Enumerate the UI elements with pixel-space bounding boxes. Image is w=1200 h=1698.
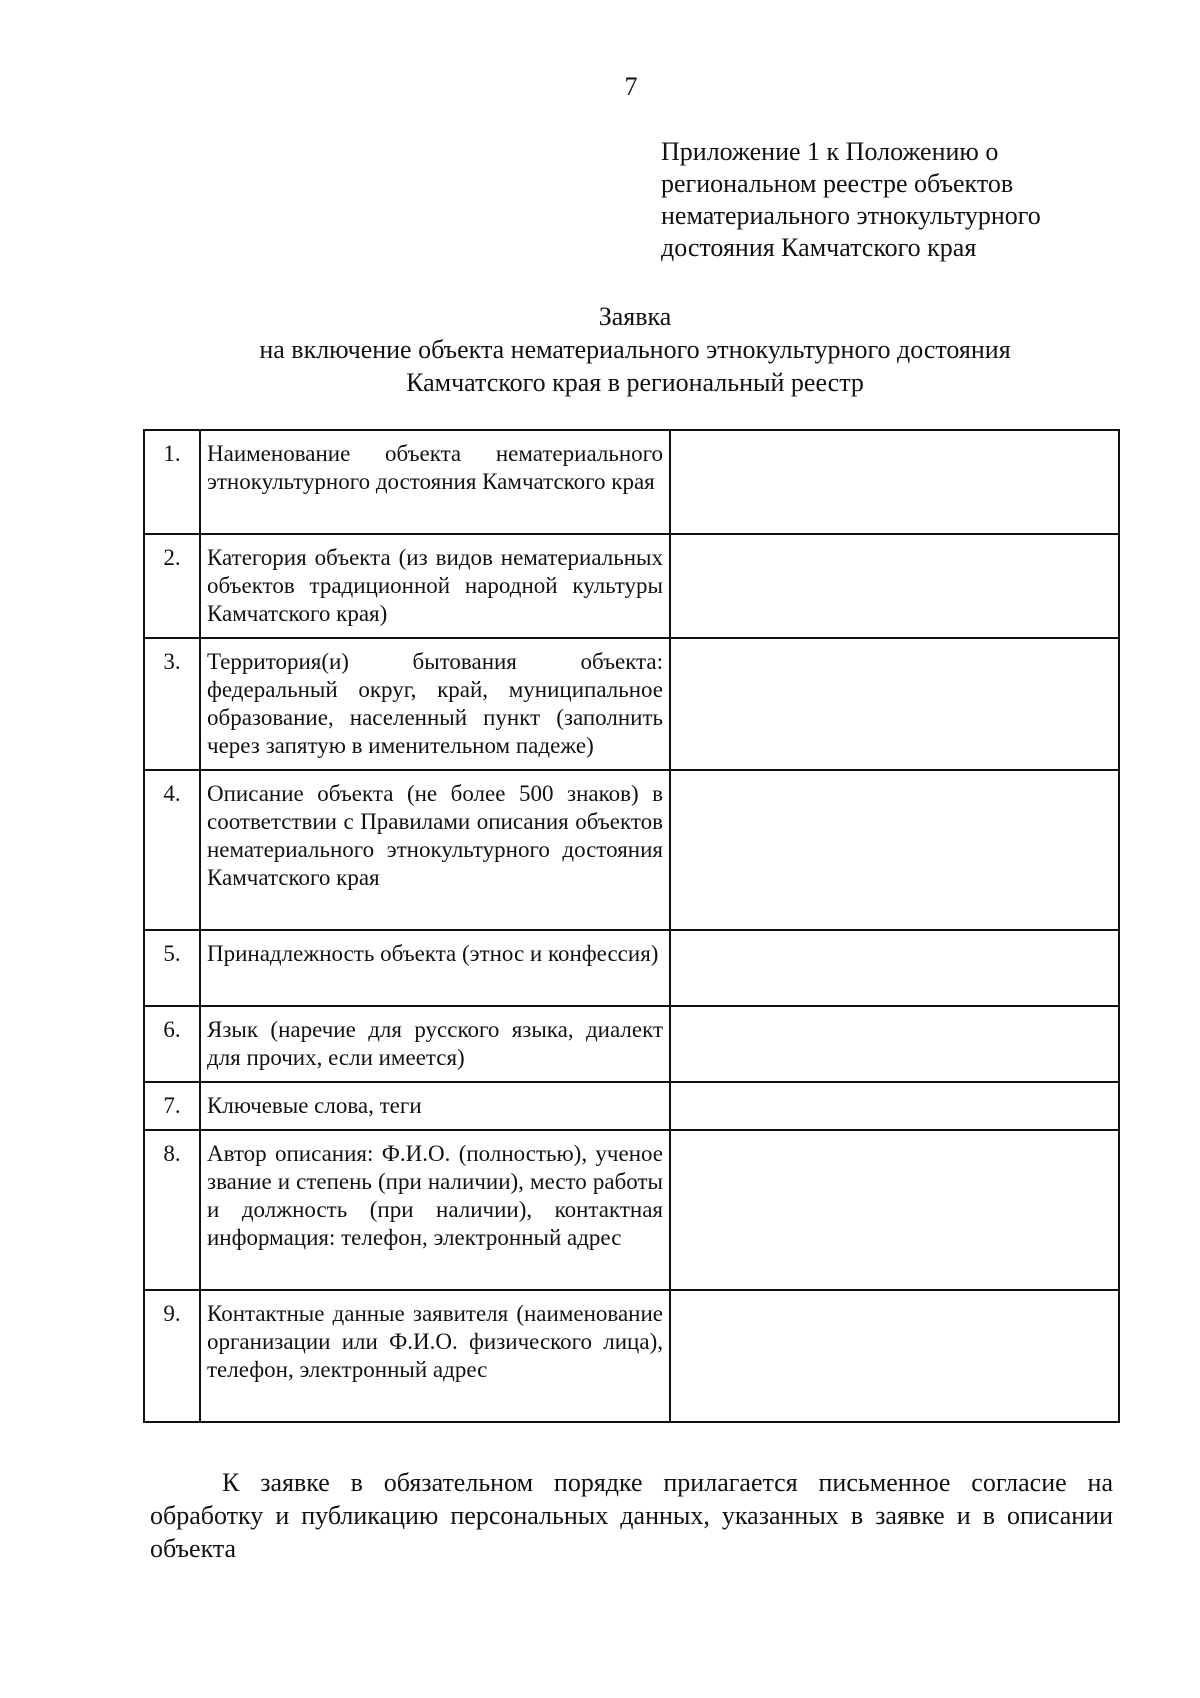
row-value-cell[interactable] (670, 1006, 1119, 1082)
appendix-reference (661, 136, 1121, 264)
row-number: 1. (144, 430, 200, 534)
row-value-cell[interactable] (670, 1290, 1119, 1422)
row-label: Контактные данные заявителя (наименование организации или Ф.И.О. физического лица), телефон, электронный адрес (200, 1290, 670, 1422)
title-line: Камчатского края в региональный реестр (406, 368, 864, 397)
page-number: 7 (624, 72, 638, 101)
consent-note: К заявке в обязательном порядке прилагается письменное согласие на обработку и публикацию персональных данных, указанных в заявке и в описании объекта (150, 1468, 1113, 1563)
row-number: 3. (144, 638, 200, 770)
row-number: 4. (144, 770, 200, 930)
appendix-line: достояния Камчатского края (661, 233, 977, 262)
row-label: Описание объекта (не более 500 знаков) в соответствии с Правилами описания объектов нематериального этнокультурного достояния Камчатского края (200, 770, 670, 930)
table-row (144, 930, 1119, 1006)
appendix-line: Приложение 1 к Положению о (661, 137, 999, 166)
table-row (144, 1290, 1119, 1422)
title-heading: Заявка (598, 302, 672, 331)
table-row (144, 534, 1119, 638)
table-row (144, 770, 1119, 930)
row-label: Категория объекта (из видов нематериальных объектов традиционной народной культуры Камчатского края) (200, 534, 670, 638)
title-line: на включение объекта нематериального этнокультурного достояния (259, 335, 1011, 364)
document-title (130, 300, 1140, 399)
table-row (144, 1082, 1119, 1130)
row-label: Принадлежность объекта (этнос и конфессия) (200, 930, 670, 1006)
row-value-cell[interactable] (670, 930, 1119, 1006)
row-label: Язык (наречие для русского языка, диалект для прочих, если имеется) (200, 1006, 670, 1082)
row-value-cell[interactable] (670, 534, 1119, 638)
row-value-cell[interactable] (670, 430, 1119, 534)
row-value-cell[interactable] (670, 1130, 1119, 1290)
row-label: Автор описания: Ф.И.О. (полностью), ученое звание и степень (при наличии), место работы и должность (при наличии), контактная информация: телефон, электронный адрес (200, 1130, 670, 1290)
table-row (144, 1130, 1119, 1290)
application-form-table (143, 429, 1120, 1423)
row-value-cell[interactable] (670, 638, 1119, 770)
row-value-cell[interactable] (670, 770, 1119, 930)
row-number: 7. (144, 1082, 200, 1130)
row-label: Ключевые слова, теги (200, 1082, 670, 1130)
row-label: Наименование объекта нематериального этнокультурного достояния Камчатского края (200, 430, 670, 534)
table-row (144, 430, 1119, 534)
appendix-line: региональном реестре объектов (661, 169, 1014, 198)
table-row (144, 638, 1119, 770)
row-number: 5. (144, 930, 200, 1006)
table-row (144, 1006, 1119, 1082)
row-label: Территория(и) бытования объекта: федеральный округ, край, муниципальное образование, населенный пункт (заполнить через запятую в именительном падеже) (200, 638, 670, 770)
row-number: 6. (144, 1006, 200, 1082)
row-number: 9. (144, 1290, 200, 1422)
row-number: 8. (144, 1130, 200, 1290)
row-number: 2. (144, 534, 200, 638)
row-value-cell[interactable] (670, 1082, 1119, 1130)
appendix-line: нематериального этнокультурного (661, 201, 1041, 230)
